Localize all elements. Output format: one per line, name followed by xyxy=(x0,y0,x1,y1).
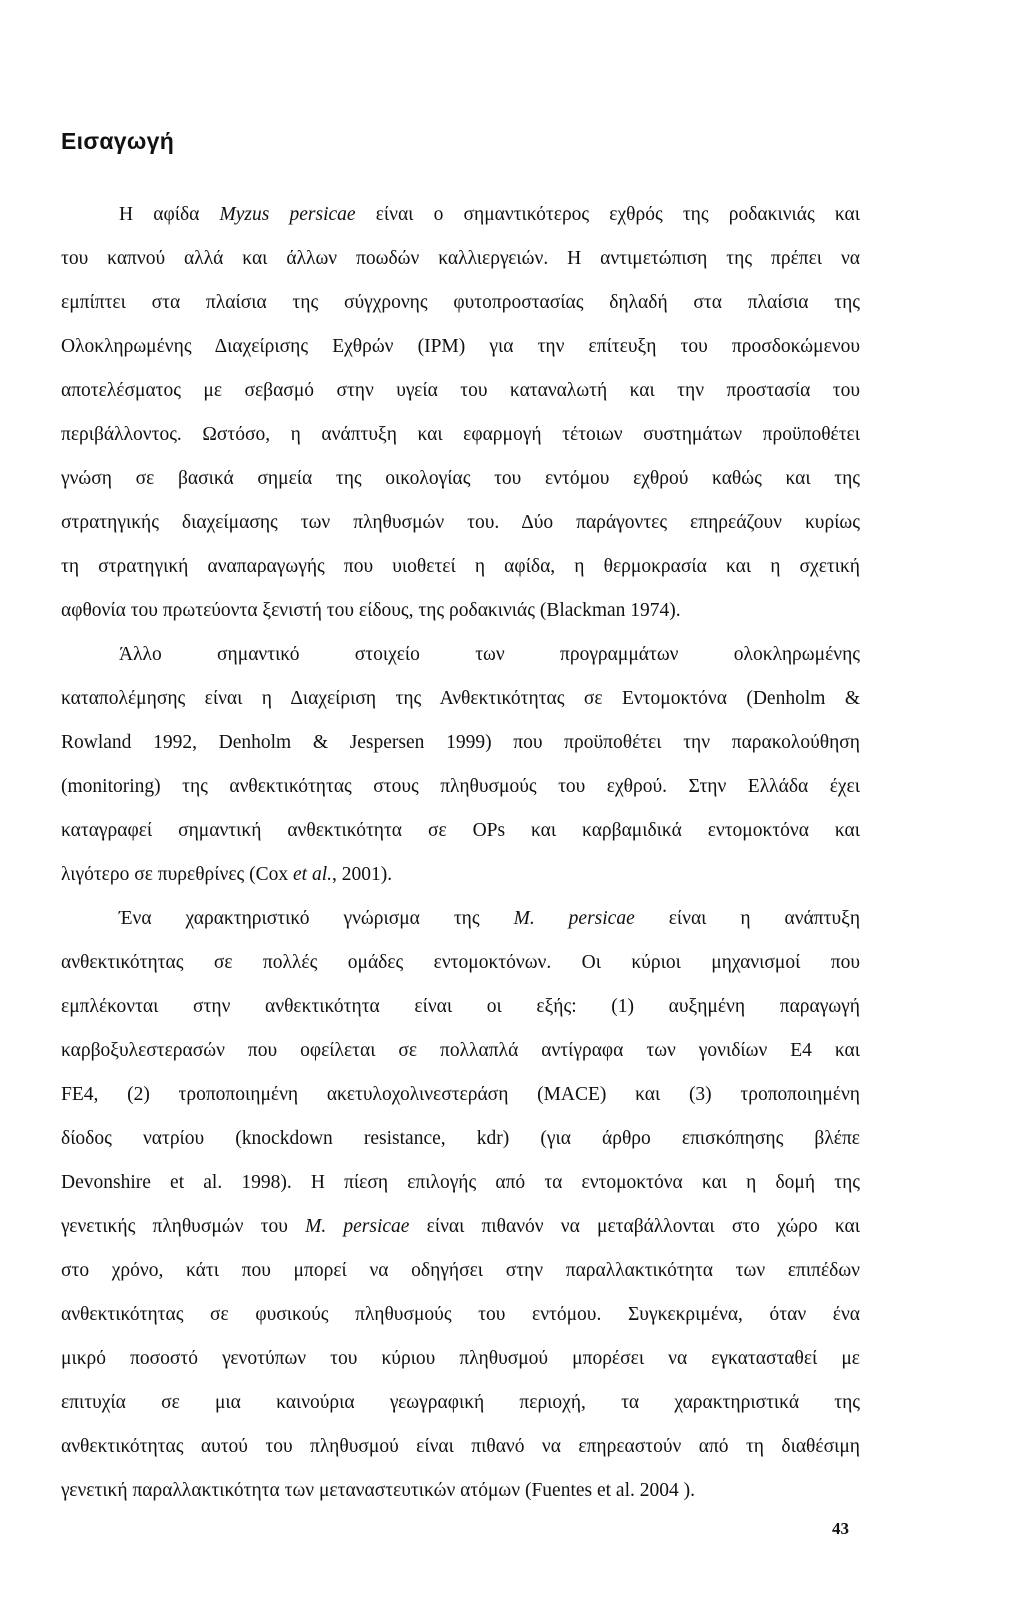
text-line: ανθεκτικότητας σε πολλές ομάδες εντομοκτόνων. Οι κύριοι μηχανισμοί που xyxy=(61,952,860,973)
text-line: του καπνού αλλά και άλλων ποωδών καλλιεργειών. Η αντιμετώπιση της πρέπει να xyxy=(61,248,860,269)
text-line: στρατηγικής διαχείμασης των πληθυσμών του. Δύο παράγοντες επηρεάζουν κυρίως xyxy=(61,512,860,533)
text-line: ανθεκτικότητας αυτού του πληθυσμού είναι πιθανό να επηρεαστούν από τη διαθέσιμη xyxy=(61,1436,860,1457)
text-line: καταγραφεί σημαντική ανθεκτικότητα σε OPs και καρβαμιδικά εντομοκτόνα και xyxy=(61,820,860,841)
text-line: γενετική παραλλακτικότητα των μεταναστευτικών ατόμων (Fuentes et al. 2004 ). xyxy=(61,1480,695,1501)
text-line: (monitoring) της ανθεκτικότητας στους πληθυσμούς του εχθρού. Στην Ελλάδα έχει xyxy=(61,776,860,797)
text-line: Ένα χαρακτηριστικό γνώρισμα της M. persicae είναι η ανάπτυξη xyxy=(119,908,861,929)
page-number: 43 xyxy=(832,1519,849,1538)
text-line: επιτυχία σε μια καινούρια γεωγραφική περιοχή, τα χαρακτηριστικά της xyxy=(61,1392,860,1413)
text-line: στο χρόνο, κάτι που μπορεί να οδηγήσει στην παραλλακτικότητα των επιπέδων xyxy=(61,1260,860,1281)
text-line: μικρό ποσοστό γενοτύπων του κύριου πληθυσμού μπορέσει να εγκατασταθεί με xyxy=(61,1348,860,1369)
text-line: γενετικής πληθυσμών του M. persicae είναι πιθανόν να μεταβάλλονται στο χώρο και xyxy=(61,1216,860,1237)
text-line: ανθεκτικότητας σε φυσικούς πληθυσμούς του εντόμου. Συγκεκριμένα, όταν ένα xyxy=(61,1304,860,1325)
text-line: καταπολέμησης είναι η Διαχείριση της Ανθεκτικότητας σε Εντομοκτόνα (Denholm & xyxy=(61,688,860,709)
text-line: Rowland 1992, Denholm & Jespersen 1999) που προϋποθέτει την παρακολούθηση xyxy=(61,732,860,753)
text-line: εμπλέκονται στην ανθεκτικότητα είναι οι εξής: (1) αυξημένη παραγωγή xyxy=(61,996,860,1017)
text-line: εμπίπτει στα πλαίσια της σύγχρονης φυτοπροστασίας δηλαδή στα πλαίσια της xyxy=(61,292,860,313)
italic-term: M. persicae xyxy=(305,1216,410,1237)
text-line: Devonshire et al. 1998). Η πίεση επιλογής από τα εντομοκτόνα και η δομή της xyxy=(61,1172,860,1193)
italic-term: M. persicae xyxy=(513,908,635,929)
italic-term: et al. xyxy=(293,864,333,885)
text-line: περιβάλλοντος. Ωστόσο, η ανάπτυξη και εφαρμογή τέτοιων συστημάτων προϋποθέτει xyxy=(61,424,860,445)
text-line: δίοδος νατρίου (knockdown resistance, kdr) (για άρθρο επισκόπησης βλέπε xyxy=(61,1128,860,1149)
text-line: λιγότερο σε πυρεθρίνες (Cox et al., 2001). xyxy=(61,864,393,885)
body-text xyxy=(61,197,860,1517)
text-line: αποτελέσματος με σεβασμό στην υγεία του καταναλωτή και την προστασία του xyxy=(61,380,860,401)
italic-term: Myzus persicae xyxy=(219,204,356,225)
text-line: καρβοξυλεστερασών που οφείλεται σε πολλαπλά αντίγραφα των γονιδίων E4 και xyxy=(61,1040,860,1061)
text-line: γνώση σε βασικά σημεία της οικολογίας του εντόμου εχθρού καθώς και της xyxy=(61,468,860,489)
text-line: Η αφίδα Myzus persicae είναι ο σημαντικότερος εχθρός της ροδακινιάς και xyxy=(119,204,860,225)
text-line: Άλλο σημαντικό στοιχείο των προγραμμάτων ολοκληρωμένης xyxy=(119,644,860,665)
text-line: Ολοκληρωμένης Διαχείρισης Εχθρών (IPM) για την επίτευξη του προσδοκώμενου xyxy=(61,336,860,357)
text-line: τη στρατηγική αναπαραγωγής που υιοθετεί η αφίδα, η θερμοκρασία και η σχετική xyxy=(61,556,860,577)
section-heading: Εισαγωγή xyxy=(61,128,175,154)
text-line: FE4, (2) τροποποιημένη ακετυλοχολινεστεράση (MACE) και (3) τροποποιημένη xyxy=(61,1084,860,1105)
text-line: αφθονία του πρωτεύοντα ξενιστή του είδους, της ροδακινιάς (Blackman 1974). xyxy=(61,600,681,621)
